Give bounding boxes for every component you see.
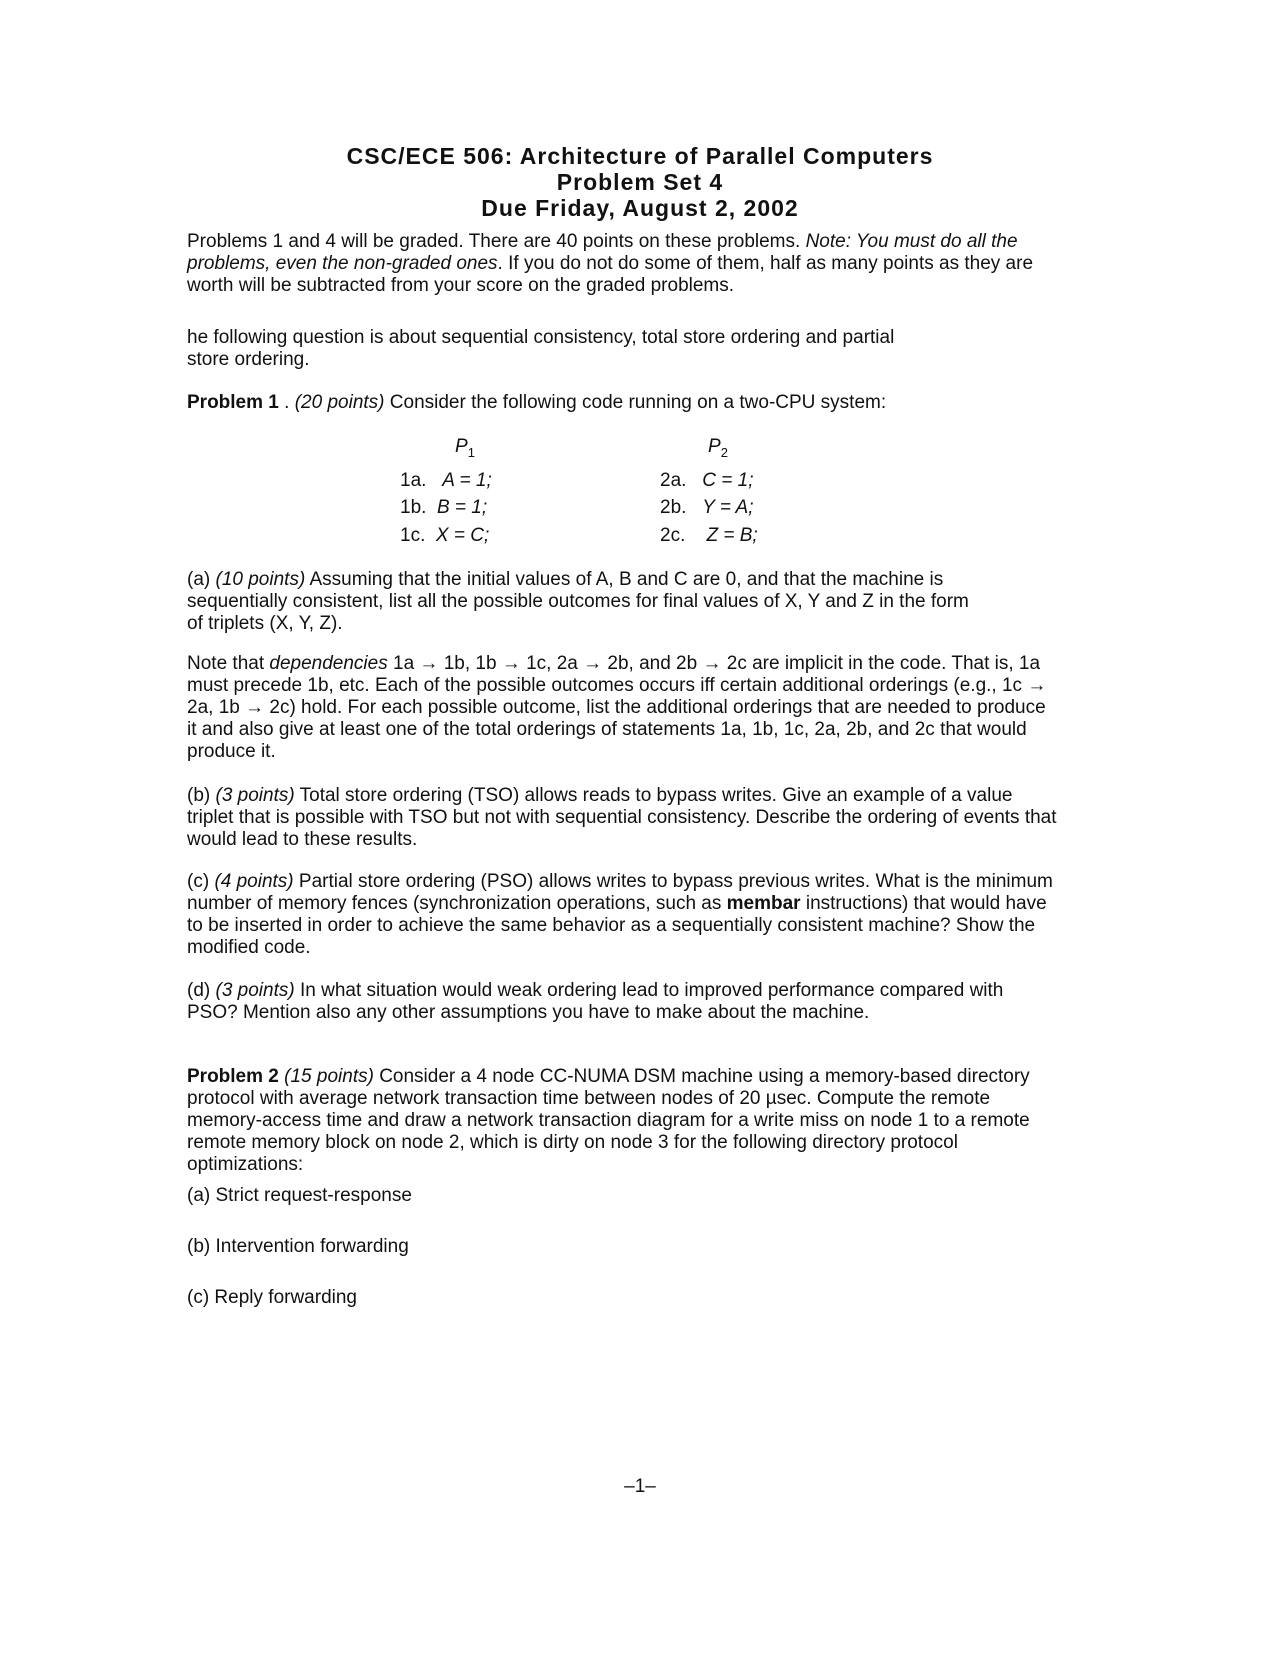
problem1-heading [187,392,1057,414]
p1-sub: 1 [467,444,475,460]
part-points: (10 points) [215,569,306,590]
problem2-points: (15 points) [278,1066,374,1087]
code-line-2c [660,525,758,547]
line-num: 1b. [400,497,427,518]
line-num: 1a. [400,470,427,491]
part-points: (3 points) [215,980,295,1001]
intro-text: Problems 1 and 4 will be graded. There are 40 points on these problems. [187,231,806,252]
separator: . [278,392,295,413]
part-label: (d) [187,980,216,1001]
problem2-paragraph [187,1066,1057,1176]
part-label: (a) [187,569,216,590]
problem2-text: Consider a 4 node CC-NUMA DSM machine using a memory-based directory protocol with average network transaction time between nodes of 20 µsec. Compute the remote memory-access time and draw a network transaction diagram for a write miss on node 1 to a remote remote memory block on node 2, which is dirty on node 3 for the following directory protocol optimizations: [187,1066,1030,1175]
problem1-points: (20 points) [294,392,385,413]
p2-header [708,436,728,464]
part-text: In what situation would weak ordering lead to improved performance compared with PSO? Mention also any other assumptions you have to make about the machine. [187,980,1004,1023]
line-num: 2a. [660,470,687,491]
note-emphasis: dependencies [269,653,388,674]
code-line-1a [400,470,492,492]
line-code: C = 1; [702,470,754,491]
part-a [187,569,977,635]
intro-paragraph [187,231,1057,297]
code-line-1c [400,525,489,547]
code-line-1b [400,497,487,519]
part-c [187,871,1057,959]
code-line-2a [660,470,754,492]
line-code: A = 1; [442,470,492,491]
lead-paragraph: he following question is about sequential consistency, total store ordering and partial store ordering. [187,327,895,370]
intro-text-2: . If you do not do some of them, half as many points as they are worth will be subtracted from your score on the graded problems. [187,253,1034,296]
part-b [187,785,1057,851]
problem1-text: Consider the following code running on a two-CPU system: [384,392,887,413]
part-text-2: instructions) that would have to be inserted in order to achieve the same behavior as a sequentially consistent machine? Show the modified code. [187,893,1047,958]
part-text: Total store ordering (TSO) allows reads to bypass writes. Give an example of a value triplet that is possible with TSO but not with sequential consistency. Describe the ordering of events that would lead to these results. [187,785,1057,850]
problem2-item-c: (c) Reply forwarding [187,1287,357,1308]
part-label: (c) [187,871,215,892]
problem-set-title: Problem Set 4 [556,169,724,195]
page-number: –1– [624,1476,656,1497]
line-code: B = 1; [436,497,488,518]
part-points: (4 points) [214,871,294,892]
part-points: (3 points) [215,785,295,806]
problem1-label: Problem 1 [187,392,279,413]
problem2-item-b: (b) Intervention forwarding [187,1236,409,1257]
note-paragraph [187,653,1057,763]
course-title: CSC/ECE 506: Architecture of Parallel Computers [346,143,934,169]
p2-sub: 2 [720,444,728,460]
line-num: 2b. [660,497,687,518]
note-text: Note that [187,653,270,674]
part-label: (b) [187,785,216,806]
part-d [187,980,1057,1024]
due-date: Due Friday, August 2, 2002 [481,195,799,221]
part-text: Assuming that the initial values of A, B and C are 0, and that the machine is sequentially consistent, list all the possible outcomes for final values of X, Y and Z in the form of triplets (X, Y, Z). [187,569,969,634]
intro-note: Note: You must do all the problems, even the non-graded ones [187,231,1018,274]
part-text: Partial store ordering (PSO) allows writes to bypass previous writes. What is the minimum number of memory fences (synchronization operations, such as [187,871,1053,914]
p1-header [455,436,475,464]
line-code: Z = B; [706,525,758,546]
membar-keyword: membar [726,893,801,914]
p2-letter: P [708,436,721,457]
line-num: 1c. [400,525,426,546]
line-code: X = C; [435,525,490,546]
note-text-2: 1a → 1b, 1b → 1c, 2a → 2b, and 2b → 2c are implicit in the code. That is, 1a must precede 1b, etc. Each of the possible outcomes occurs iff certain additional orderings (e.g., 1c → 2a, 1b → 2c) hold. For each possible outcome, list the additional orderings that are needed to produce it and also give at least one of the total orderings of statements 1a, 1b, 1c, 2a, 2b, and 2c that would produce it. [187,653,1047,762]
line-num: 2c. [660,525,686,546]
problem2-item-a: (a) Strict request-response [187,1185,412,1206]
problem2-label: Problem 2 [187,1066,279,1087]
p1-letter: P [455,436,468,457]
document-title [0,143,1280,221]
code-line-2b [660,497,754,519]
line-code: Y = A; [702,497,754,518]
